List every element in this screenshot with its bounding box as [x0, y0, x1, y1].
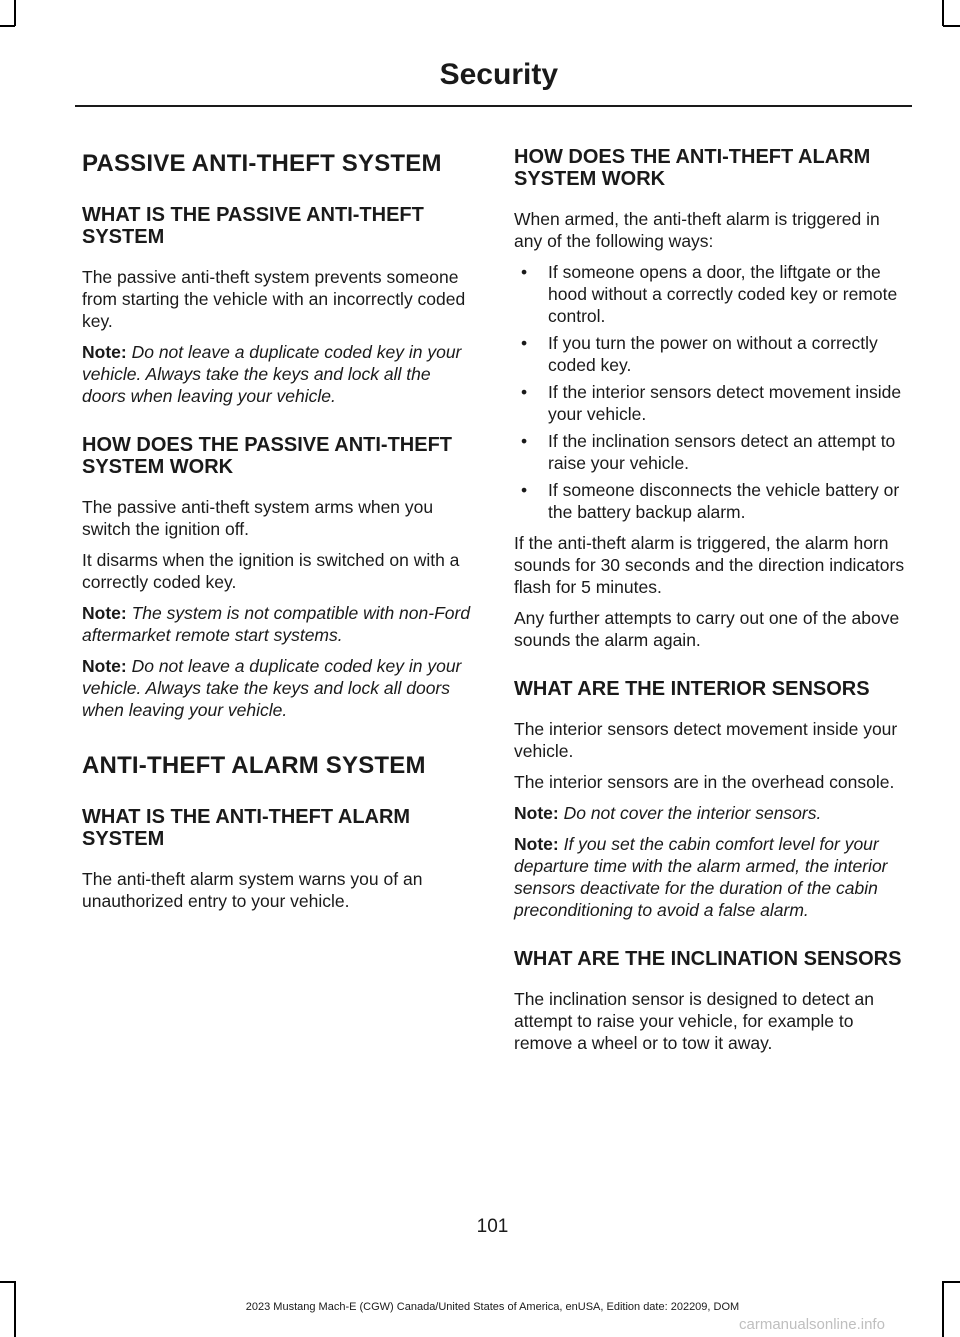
subheading-what-is-passive: WHAT IS THE PASSIVE ANTI-THEFT SYSTEM [82, 204, 424, 248]
list-item: • If the interior sensors detect movement inside your vehicle. [521, 382, 902, 424]
list-item: • If you turn the power on without a correctly coded key. [521, 333, 878, 375]
paragraph-alarm-triggered: If the anti-theft alarm is triggered, the alarm horn sounds for 30 seconds and the direction indicators flash for 5 minutes. [514, 533, 905, 597]
list-item: • If someone disconnects the vehicle battery or the battery backup alarm. [521, 480, 900, 522]
bullet-icon: • [521, 333, 528, 353]
note-text: The system is not compatible with non-Ford aftermarket remote start systems. [82, 603, 471, 645]
footer-edition-info: 2023 Mustang Mach-E (CGW) Canada/United States of America, enUSA, Edition date: 202209, DOM [245, 1301, 740, 1313]
trigger-list [514, 261, 907, 523]
page-number: 101 [476, 1216, 509, 1237]
heading-passive-anti-theft-system: PASSIVE ANTI-THEFT SYSTEM [82, 150, 442, 177]
subheading-how-alarm-works: HOW DOES THE ANTI-THEFT ALARM SYSTEM WORK [514, 146, 871, 190]
watermark: carmanualsonline.info [739, 1316, 885, 1333]
crop-mark-bottom-left-h [0, 1281, 15, 1283]
right-column [514, 146, 907, 1063]
bullet-icon: • [521, 480, 528, 500]
list-item: • If someone opens a door, the liftgate or the hood without a correctly coded key or remote control. [521, 262, 898, 326]
subheading-how-passive-works: HOW DOES THE PASSIVE ANTI-THEFT SYSTEM WORK [82, 434, 453, 478]
crop-mark-top-left-h [0, 25, 15, 27]
crop-mark-top-left-v [14, 0, 16, 26]
note-label: Note: [82, 656, 127, 676]
note-label: Note: [514, 803, 559, 823]
subheading-interior-sensors: WHAT ARE THE INTERIOR SENSORS [514, 678, 870, 700]
bullet-icon: • [521, 262, 528, 282]
paragraph-when-armed: When armed, the anti-theft alarm is triggered in any of the following ways: [514, 209, 880, 251]
note-cabin-comfort [514, 833, 907, 921]
paragraph-disarms: It disarms when the ignition is switched on with a correctly coded key. [82, 550, 460, 592]
paragraph-further-attempts: Any further attempts to carry out one of the above sounds the alarm again. [514, 608, 900, 650]
note-duplicate-key-1 [82, 341, 475, 407]
subheading-what-is-alarm: WHAT IS THE ANTI-THEFT ALARM SYSTEM [82, 806, 411, 850]
crop-mark-top-right-h [943, 25, 960, 27]
crop-mark-top-right-v [942, 0, 944, 26]
bullet-icon: • [521, 382, 528, 402]
page-header-title: Security [439, 58, 558, 91]
note-text: Do not leave a duplicate coded key in your vehicle. Always take the keys and lock all doors when leaving your vehicle. [82, 656, 462, 720]
paragraph-alarm-warns: The anti-theft alarm system warns you of an unauthorized entry to your vehicle. [82, 869, 423, 911]
paragraph-interior-detect: The interior sensors detect movement inside your vehicle. [514, 719, 898, 761]
subheading-inclination-sensors: WHAT ARE THE INCLINATION SENSORS [514, 948, 902, 970]
left-column [82, 146, 475, 921]
note-duplicate-key-2 [82, 655, 475, 721]
heading-anti-theft-alarm-system: ANTI-THEFT ALARM SYSTEM [82, 752, 426, 779]
crop-mark-bottom-right-h [943, 1281, 960, 1283]
note-text: Do not leave a duplicate coded key in your vehicle. Always take the keys and lock all the doors when leaving your vehicle. [82, 342, 462, 406]
bullet-icon: • [521, 431, 528, 451]
note-label: Note: [82, 342, 127, 362]
paragraph-arms: The passive anti-theft system arms when you switch the ignition off. [82, 497, 434, 539]
paragraph-passive-prevents: The passive anti-theft system prevents someone from starting the vehicle with an incorrectly coded key. [82, 267, 466, 331]
note-text: Do not cover the interior sensors. [563, 803, 822, 823]
paragraph-inclination-detect: The inclination sensor is designed to detect an attempt to raise your vehicle, for example to remove a wheel or to tow it away. [514, 989, 874, 1053]
note-label: Note: [82, 603, 127, 623]
note-label: Note: [514, 834, 559, 854]
list-item: • If the inclination sensors detect an attempt to raise your vehicle. [521, 431, 896, 473]
header-divider [75, 105, 912, 107]
paragraph-interior-location: The interior sensors are in the overhead console. [514, 772, 895, 792]
note-do-not-cover [514, 802, 907, 824]
note-not-compatible [82, 602, 475, 646]
note-text: If you set the cabin comfort level for your departure time with the alarm armed, the interior sensors deactivate for the duration of the cabin preconditioning to avoid a false alarm. [514, 834, 888, 920]
